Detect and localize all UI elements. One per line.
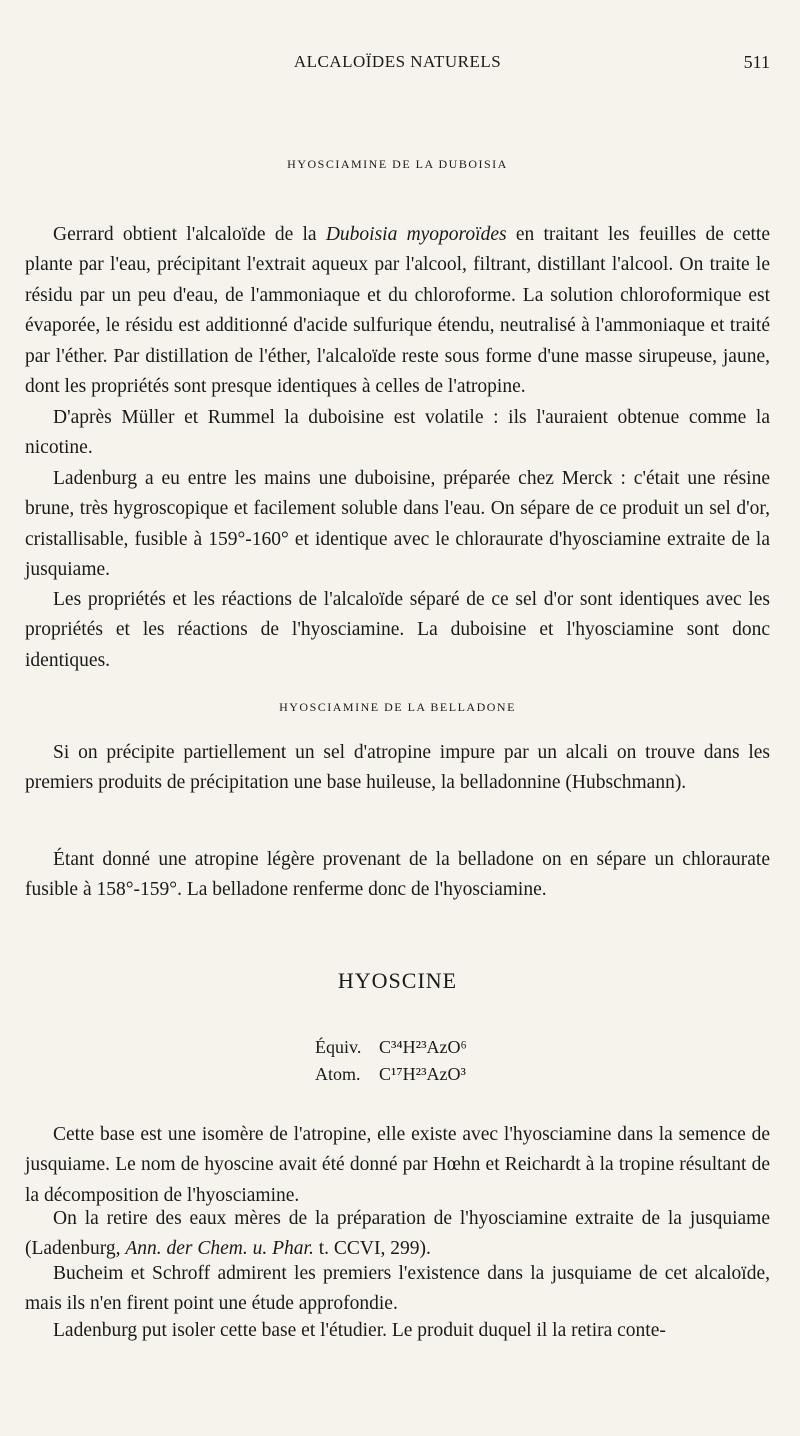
journal-title: Ann. der Chem. u. Phar. — [125, 1238, 314, 1260]
species-name: Duboisia myoporoïdes — [325, 224, 507, 245]
section-heading-belladone: HYOSCIAMINE DE LA BELLADONE — [279, 700, 516, 714]
section-heading-duboisia: HYOSCIAMINE DE LA DUBOISIA — [287, 157, 508, 171]
paragraph-text: On la retire des eaux mères de la préparation de l'hyosciamine extraite de la jusquiame (Ladenburg, — [25, 1208, 770, 1260]
formula-label: Atom. — [315, 1064, 361, 1084]
formula-equiv — [315, 1037, 467, 1058]
paragraph-duboisia-3 — [25, 464, 770, 586]
paragraph-text: D'après Müller et Rummel la duboisine est volatile : ils l'auraient obtenue comme la nicotine. — [25, 407, 770, 459]
running-header — [25, 50, 770, 78]
paragraph-text: Les propriétés et les réactions de l'alcaloïde séparé de ce sel d'or sont identiques avec les propriétés et les réactions de l'hyosciamine. La duboisine et l'hyosciamine sont donc identiques. — [25, 589, 770, 671]
paragraph-text: Ladenburg put isoler cette base et l'étudier. Le produit duquel il la retira conte- — [53, 1320, 666, 1341]
paragraph-duboisia-4 — [25, 585, 770, 676]
paragraph-text: Étant donné une atropine légère provenant de la belladone on en sépare un chloraurate fusible à 158°-159°. La belladone renferme donc de l'hyosciamine. — [25, 849, 770, 901]
formula-atom — [315, 1064, 466, 1085]
paragraph-text: en traitant les feuilles de cette plante par l'eau, précipitant l'extrait aqueux par l'alcool, filtrant, distillant l'alcool. On traite le résidu par un peu d'eau, de l'ammoniaque et du chloroforme. La solution chloroformique est évaporée, le résidu est additionné d'acide sulfurique étendu, neutralisé à l'ammoniaque et traité par l'éther. Par distillation de l'éther, l'alcaloïde reste sous forme d'une masse sirupeuse, jaune, dont les propriétés sont presque identiques à celles de l'atropine. — [25, 224, 770, 398]
paragraph-belladone-2 — [25, 845, 770, 906]
paragraph-text: Ladenburg a eu entre les mains une duboisine, préparée chez Merck : c'était une résine brune, très hygroscopique et facilement soluble dans l'eau. On sépare de ce produit un sel d'or, cristallisable, fusible à 159°-160° et identique avec le chloraurate d'hyosciamine extraite de la jusquiame. — [25, 468, 770, 581]
formula-label: Équiv. — [315, 1037, 362, 1057]
running-title: ALCALOÏDES NATURELS — [293, 52, 502, 71]
paragraph-belladone-1 — [25, 738, 770, 799]
formula-value: C¹⁷H²³AzO³ — [379, 1064, 466, 1084]
section-heading-hyoscine: HYOSCINE — [337, 968, 458, 993]
paragraph-hyoscine-4 — [25, 1316, 770, 1346]
formula-value: C³⁴H²³AzO⁶ — [379, 1037, 467, 1057]
paragraph-duboisia-2 — [25, 403, 770, 464]
paragraph-text: t. CCVI, 299). — [313, 1238, 431, 1260]
paragraph-duboisia-1 — [25, 220, 770, 402]
paragraph-text: Gerrard obtient l'alcaloïde de la — [53, 224, 326, 245]
paragraph-hyoscine-2 — [25, 1204, 770, 1265]
page-number: 511 — [743, 52, 770, 72]
paragraph-text: Si on précipite partiellement un sel d'atropine impure par un alcali on trouve dans les premiers produits de précipitation une base huileuse, la belladonnine (Hubschmann). — [25, 742, 770, 794]
paragraph-hyoscine-1 — [25, 1120, 770, 1211]
paragraph-hyoscine-3 — [25, 1259, 770, 1320]
paragraph-text: Cette base est une isomère de l'atropine, elle existe avec l'hyosciamine dans la semence de jusquiame. Le nom de hyoscine avait été donné par Hœhn et Reichardt à la tropine résultant de la décomposition de l'hyosciamine. — [25, 1124, 770, 1206]
paragraph-text: Bucheim et Schroff admirent les premiers l'existence dans la jusquiame de cet alcaloïde, mais ils n'en firent point une étude approfondie. — [25, 1263, 770, 1315]
